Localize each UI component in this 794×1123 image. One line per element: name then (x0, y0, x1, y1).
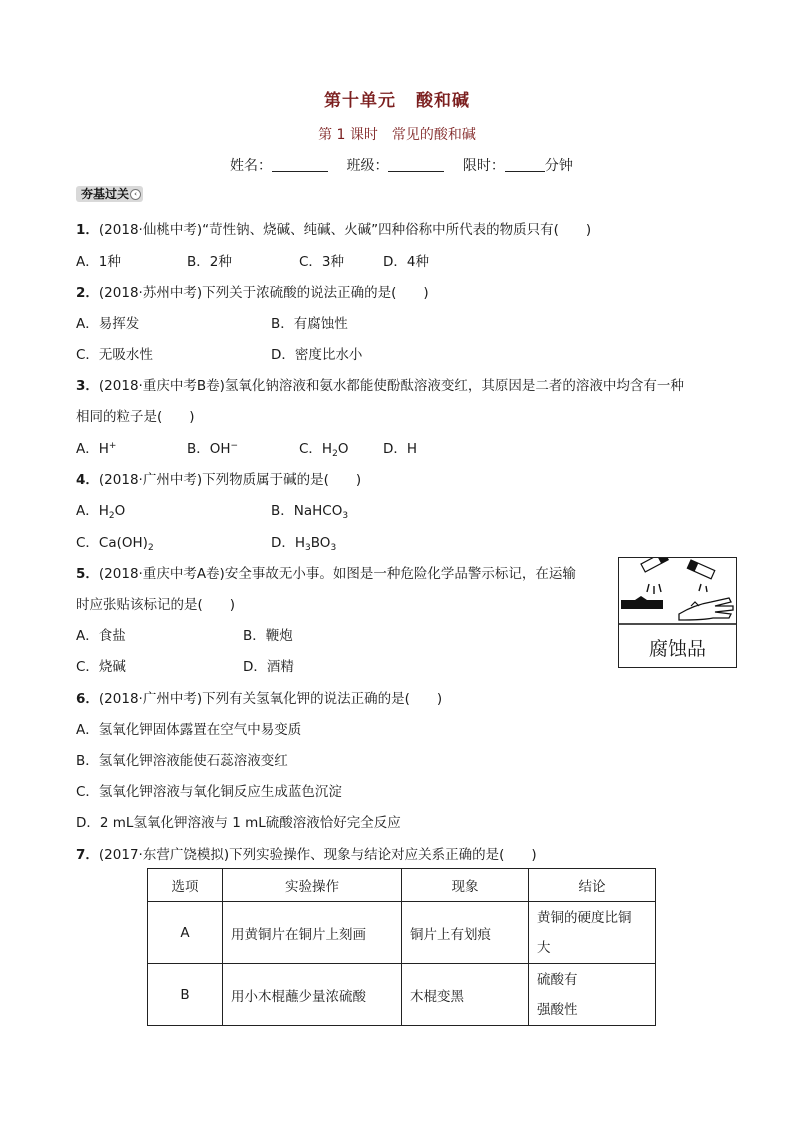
q5-option-b[interactable]: B．鞭炮 (243, 628, 293, 644)
class-blank[interactable] (388, 157, 444, 172)
hazard-label: 腐蚀品 (648, 638, 706, 660)
q4-d-sub: 3 (305, 543, 311, 553)
chevron-icon: ‹ (130, 189, 141, 200)
question-5-cont: 时应张贴该标记的是( ) (76, 597, 236, 613)
corrosive-icon (619, 558, 736, 636)
lesson-subtitle (0, 124, 794, 144)
question-source: (2018·苏州中考) (98, 285, 203, 301)
lesson-number: 第 1 课时 (318, 127, 378, 143)
question-source: (2018·广州中考) (98, 691, 203, 707)
q3-b-sup: − (230, 441, 239, 451)
q2-option-c[interactable]: C．无吸水性 (76, 347, 153, 363)
q4-a-sub: 2 (108, 511, 115, 521)
question-3-cont: 相同的粒子是( ) (76, 409, 195, 425)
q1-option-c[interactable]: C．3种 (299, 254, 345, 270)
question-stem: 下列有关氢氧化钾的说法正确的是( ) (202, 691, 443, 707)
name-blank[interactable] (272, 157, 328, 172)
q3-option-a[interactable] (76, 437, 116, 457)
q3-option-d[interactable]: D．H (383, 441, 418, 457)
q4-c-sub: 2 (147, 543, 154, 553)
q4-b-text: B．NaHCO (271, 503, 343, 519)
question-source: (2018·重庆中考B卷) (98, 378, 225, 394)
question-5 (76, 562, 576, 582)
question-stem: 下列关于浓硫酸的说法正确的是( ) (202, 285, 429, 301)
row-conclusion (529, 964, 656, 1026)
q6-option-a[interactable]: A．氢氧化钾固体露置在空气中易变质 (76, 722, 302, 738)
q4-option-c[interactable] (76, 531, 154, 553)
question-source: (2017·东营广饶模拟) (98, 847, 230, 863)
row-option: A (148, 902, 223, 964)
q3-a-text: A．H (76, 441, 109, 457)
q3-c-text: C．H (299, 441, 333, 457)
time-unit: 分钟 (544, 158, 573, 174)
col-phenomenon: 现象 (402, 869, 529, 902)
q4-option-b[interactable] (271, 499, 348, 521)
q2-option-a[interactable]: A．易挥发 (76, 316, 140, 332)
row-operation: 用小木棍蘸少量浓硫酸 (223, 964, 402, 1026)
question-number: 3． (76, 378, 99, 394)
q3-b-text: B．OH (187, 441, 231, 457)
row-operation: 用黄铜片在铜片上刻画 (223, 902, 402, 964)
q4-d-text: D．H (271, 535, 306, 551)
question-1 (76, 218, 591, 238)
question-stem: 下列物质属于碱的是( ) (202, 472, 362, 488)
question-3 (76, 374, 684, 394)
row-phenomenon: 木棍变黑 (402, 964, 529, 1026)
q6-option-d[interactable]: D．2 mL氢氧化钾溶液与 1 mL硫酸溶液恰好完全反应 (76, 815, 401, 831)
question-number: 2． (76, 285, 99, 301)
conclusion-line-2: 强酸性 (537, 1001, 578, 1018)
col-option: 选项 (148, 869, 223, 902)
q1-option-a[interactable]: A．1种 (76, 254, 121, 270)
time-label: 限时： (462, 158, 505, 174)
question-7 (76, 843, 537, 863)
question-source: (2018·广州中考) (98, 472, 203, 488)
col-conclusion: 结论 (529, 869, 656, 902)
q5-option-c[interactable]: C．烧碱 (76, 659, 126, 675)
q5-option-d[interactable]: D．酒精 (243, 659, 294, 675)
question-source: (2018·重庆中考A卷) (98, 566, 225, 582)
conclusion-line-2: 大 (537, 939, 551, 956)
table-header-row (148, 869, 656, 902)
table-row[interactable] (148, 964, 656, 1026)
conclusion-line-1: 黄铜的硬度比铜 (537, 909, 632, 926)
col-operation: 实验操作 (223, 869, 402, 902)
question-number: 4． (76, 472, 99, 488)
section-badge (76, 186, 143, 202)
unit-topic: 酸和碱 (416, 91, 470, 111)
question-6 (76, 687, 442, 707)
q4-b-sub: 3 (342, 511, 349, 521)
row-conclusion (529, 902, 656, 964)
q2-option-d[interactable]: D．密度比水小 (271, 347, 363, 363)
name-label: 姓名： (230, 158, 272, 174)
q1-option-b[interactable]: B．2种 (187, 254, 232, 270)
q4-option-a[interactable] (76, 499, 125, 521)
question-2 (76, 281, 429, 301)
question-4 (76, 468, 361, 488)
row-option: B (148, 964, 223, 1026)
unit-title: 第十单元 (324, 91, 396, 111)
q6-option-c[interactable]: C．氢氧化钾溶液与氧化铜反应生成蓝色沉淀 (76, 784, 342, 800)
question-number: 5． (76, 566, 99, 582)
lesson-topic: 常见的酸和碱 (391, 127, 476, 143)
student-info-bar (230, 155, 573, 175)
question-number: 7． (76, 847, 99, 863)
q2-option-b[interactable]: B．有腐蚀性 (271, 316, 348, 332)
question-source: (2018·仙桃中考) (98, 222, 203, 238)
section-badge-label: 夯基过关 (81, 187, 130, 201)
page-title (0, 86, 794, 111)
q3-c-tail: O (337, 441, 349, 457)
question-stem: 下列实验操作、现象与结论对应关系正确的是( ) (229, 847, 537, 863)
time-blank[interactable] (505, 157, 545, 172)
q5-option-a[interactable]: A．食盐 (76, 628, 126, 644)
q1-option-d[interactable]: D．4种 (383, 254, 429, 270)
question-stem: 氢氧化钠溶液和氨水都能使酚酞溶液变红，其原因是二者的溶液中均含有一种 (224, 378, 684, 394)
q3-c-sub: 2 (332, 449, 338, 459)
q3-a-sup: + (108, 441, 117, 451)
question-stem: “苛性钠、烧碱、纯碱、火碱”四种俗称中所代表的物质只有( ) (202, 222, 592, 238)
q3-option-c[interactable] (299, 437, 348, 459)
q4-option-d[interactable] (271, 531, 336, 553)
corrosive-hazard-sign (618, 557, 737, 668)
q6-option-b[interactable]: B．氢氧化钾溶液能使石蕊溶液变红 (76, 753, 288, 769)
class-label: 班级： (346, 158, 389, 174)
question-number: 6． (76, 691, 99, 707)
table-row[interactable] (148, 902, 656, 964)
q4-a-text: A．H (76, 503, 109, 519)
q4-c-text: C．Ca(OH) (76, 535, 148, 551)
q4-d-mid: BO (310, 535, 331, 551)
question-number: 1． (76, 222, 99, 238)
q3-option-b[interactable] (187, 437, 238, 457)
row-phenomenon: 铜片上有划痕 (402, 902, 529, 964)
q4-a-tail: O (114, 503, 126, 519)
experiment-table (147, 868, 656, 1026)
q4-d-sub2: 3 (330, 543, 337, 553)
conclusion-line-1: 硫酸有 (537, 971, 578, 988)
question-stem: 安全事故无小事。如图是一种危险化学品警示标记，在运输 (224, 566, 576, 582)
